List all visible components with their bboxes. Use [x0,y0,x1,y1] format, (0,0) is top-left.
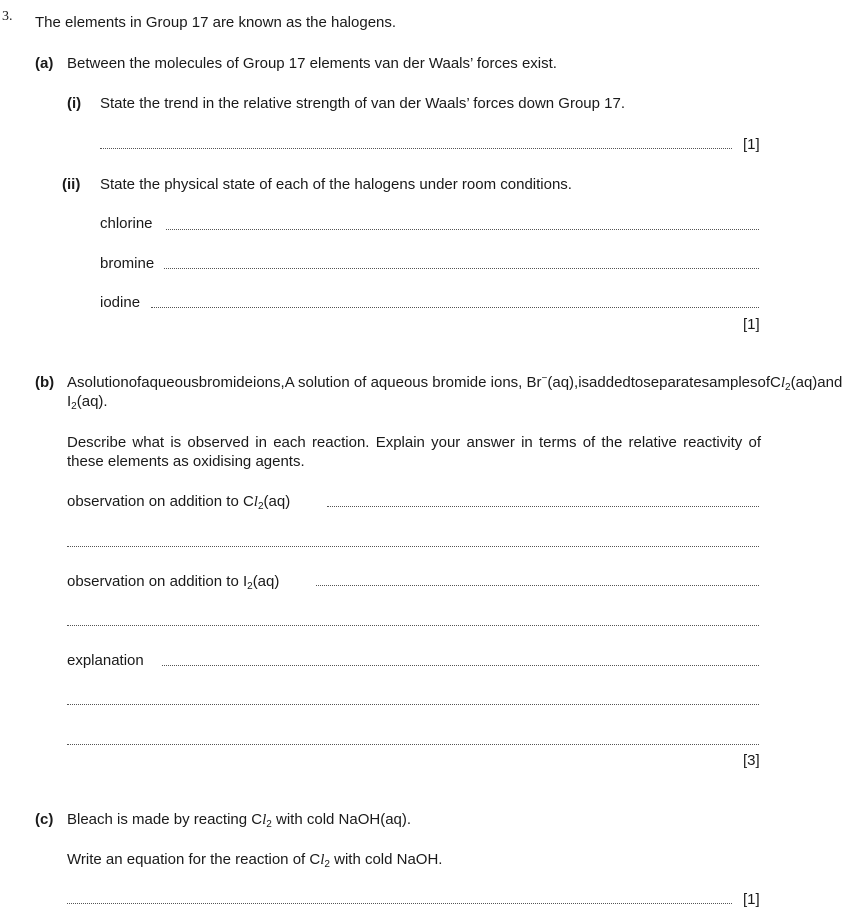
obs1-label: observation on addition to $Cl_2(aq)$ [67,493,291,512]
marks-b: [3] [743,752,760,769]
question-number: 3. [2,9,13,24]
part-b-stem-line2: $I_2(aq)$. [67,393,108,412]
obs2-label: observation on addition to $I_2(aq)$ [67,573,280,592]
part-b-stem-line1: A solution of aqueous bromide ions, A solution of aqueous bromide ions, Br−(aq), is added to separate samples of $Cl_2(aq)$ and [67,373,842,393]
part-c-label: (c) [35,811,54,828]
answer-line-explanation-2[interactable] [67,704,759,705]
answer-line-c[interactable] [67,903,732,904]
label-iodine: iodine [100,294,141,311]
part-a-label: (a) [35,55,54,72]
marks-a-ii: [1] [743,316,760,333]
part-a-ii-label: (ii) [62,176,81,193]
answer-line-obs1-2[interactable] [67,546,759,547]
part-a-ii-text: State the physical state of each of the halogens under room conditions. [100,176,572,193]
part-b-describe: Describe what is observed in each reaction. Explain your answer in terms of the relative reactivity of these elements as oxidising agents. [67,434,761,470]
part-c-write: Write an equation for the reaction of $Cl_2$ with cold NaOH. [67,851,443,870]
marks-c: [1] [743,891,760,908]
answer-line-obs2[interactable] [316,585,759,586]
answer-line-explanation[interactable] [162,665,759,666]
marks-a-i: [1] [743,136,760,153]
part-a-stem: Between the molecules of Group 17 elements van der Waals’ forces exist. [67,55,557,72]
br-text: A solution of aqueous bromide ions, Br [284,374,542,391]
part-c-stem: Bleach is made by reacting $Cl_2$ with cold NaOH(aq). [67,811,412,830]
explanation-label: explanation [67,652,144,669]
part-b-label: (b) [35,374,55,391]
answer-line-obs1[interactable] [327,506,759,507]
answer-line-chlorine[interactable] [166,229,759,230]
answer-line-explanation-3[interactable] [67,744,759,745]
label-bromine: bromine [100,255,155,272]
answer-line-bromine[interactable] [164,268,759,269]
answer-line-a-i[interactable] [100,148,732,149]
part-a-i-label: (i) [67,95,82,112]
answer-line-obs2-2[interactable] [67,625,759,626]
part-a-i-text: State the trend in the relative strength of van der Waals’ forces down Group 17. [100,95,626,112]
label-chlorine: chlorine [100,215,153,232]
question-intro: The elements in Group 17 are known as the halogens. [35,14,397,31]
answer-line-iodine[interactable] [151,307,759,308]
